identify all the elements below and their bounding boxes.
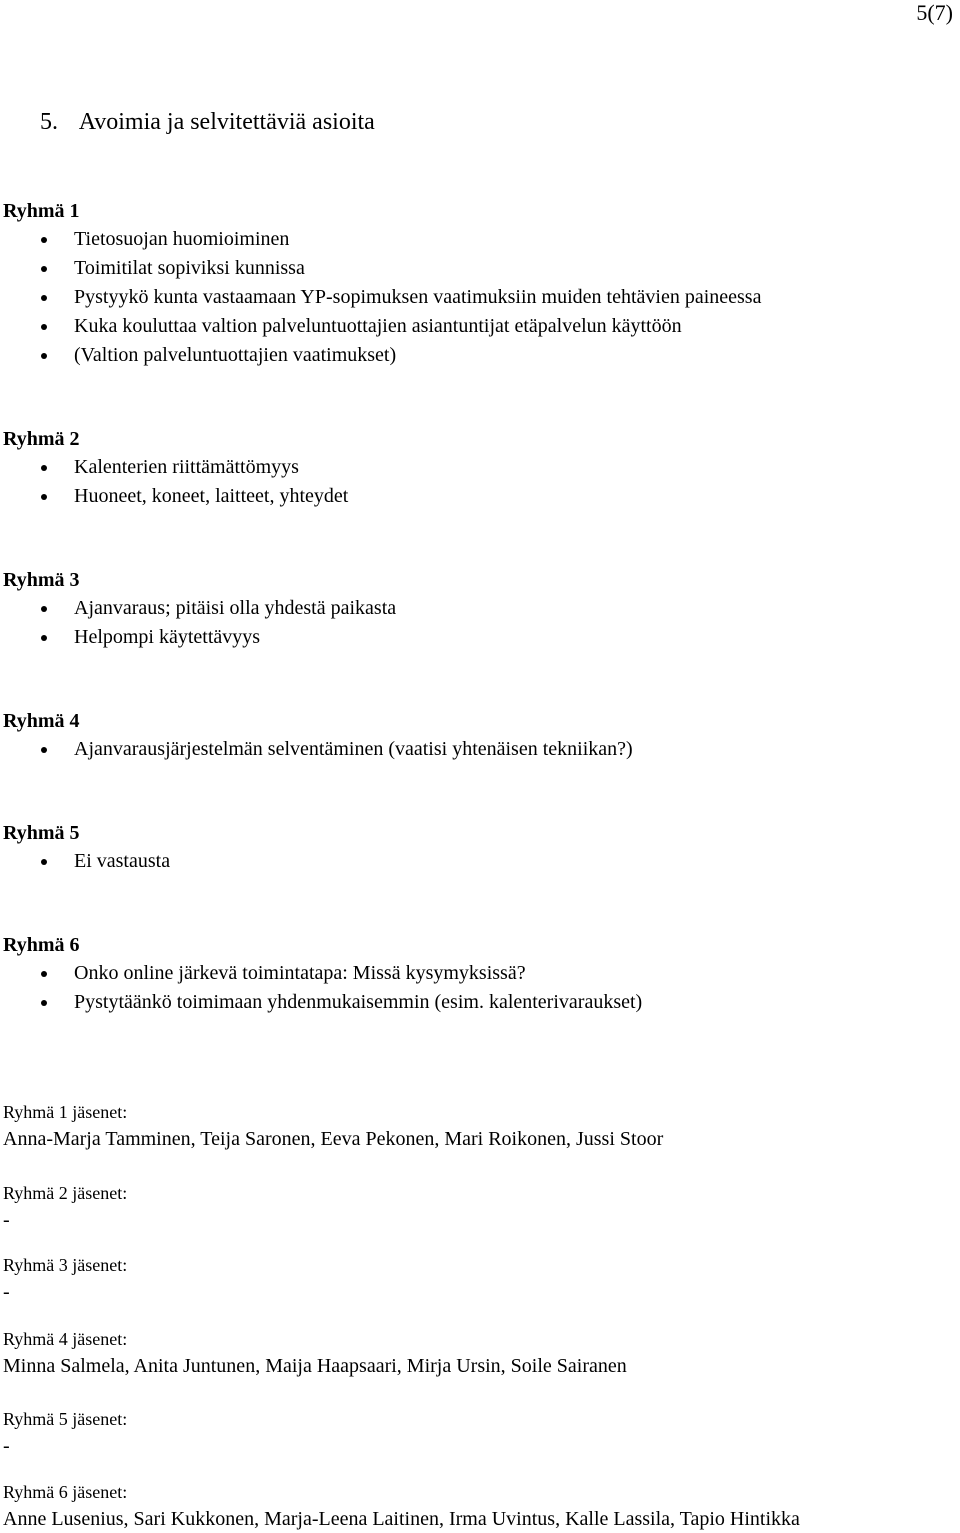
list-item-text: Huoneet, koneet, laitteet, yhteydet — [74, 485, 349, 507]
group-title: Ryhmä 5 — [3, 822, 80, 844]
bullet-icon — [41, 971, 47, 977]
group-list — [3, 594, 960, 652]
members-label: Ryhmä 3 jäsenet: — [3, 1255, 128, 1275]
group-3 — [3, 566, 960, 652]
list-item — [3, 735, 960, 764]
group-title: Ryhmä 2 — [3, 428, 80, 450]
members-group-6 — [3, 1479, 960, 1533]
group-5 — [3, 819, 960, 876]
list-item-text: Helpompi käytettävyys — [74, 626, 261, 648]
group-4 — [3, 707, 960, 764]
group-list — [3, 847, 960, 876]
bullet-icon — [41, 237, 47, 243]
members-names: - — [3, 1435, 10, 1457]
list-item — [3, 312, 960, 341]
group-title: Ryhmä 1 — [3, 200, 80, 222]
list-item-text: Ajanvarausjärjestelmän selventäminen (vaatisi yhtenäisen tekniikan?) — [74, 738, 633, 760]
members-label: Ryhmä 4 jäsenet: — [3, 1329, 128, 1349]
list-item — [3, 283, 960, 312]
list-item-text: Pystyykö kunta vastaamaan YP-sopimuksen vaatimuksiin muiden tehtävien paineessa — [74, 286, 762, 308]
group-6 — [3, 931, 960, 1017]
bullet-icon — [41, 635, 47, 641]
list-item-text: Kalenterien riittämättömyys — [74, 456, 299, 478]
members-group-4 — [3, 1326, 960, 1380]
group-1 — [3, 197, 960, 370]
group-list — [3, 735, 960, 764]
section-heading — [40, 107, 375, 137]
bullet-icon — [41, 465, 47, 471]
group-title: Ryhmä 6 — [3, 934, 80, 956]
members-label: Ryhmä 5 jäsenet: — [3, 1409, 128, 1429]
members-names: Minna Salmela, Anita Juntunen, Maija Haapsaari, Mirja Ursin, Soile Sairanen — [3, 1355, 627, 1377]
bullet-icon — [41, 324, 47, 330]
list-item-text: Ajanvaraus; pitäisi olla yhdestä paikasta — [74, 597, 397, 619]
list-item — [3, 341, 960, 370]
list-item-text: Ei vastausta — [74, 850, 171, 872]
list-item-text: Pystytäänkö toimimaan yhdenmukaisemmin (esim. kalenterivaraukset) — [74, 991, 643, 1013]
members-group-3 — [3, 1252, 960, 1306]
list-item-text: Toimitilat sopiviksi kunnissa — [74, 257, 305, 279]
list-item — [3, 959, 960, 988]
bullet-icon — [41, 747, 47, 753]
bullet-icon — [41, 606, 47, 612]
group-2 — [3, 425, 960, 511]
bullet-icon — [41, 295, 47, 301]
members-names: - — [3, 1281, 10, 1303]
list-item-text: Tietosuojan huomioiminen — [74, 228, 290, 250]
members-label: Ryhmä 1 jäsenet: — [3, 1102, 128, 1122]
members-label: Ryhmä 2 jäsenet: — [3, 1183, 128, 1203]
section-title: Avoimia ja selvitettäviä asioita — [78, 109, 375, 135]
list-item — [3, 594, 960, 623]
page-number: 5(7) — [916, 0, 953, 25]
list-item — [3, 988, 960, 1017]
bullet-icon — [41, 266, 47, 272]
members-names: Anna-Marja Tamminen, Teija Saronen, Eeva Pekonen, Mari Roikonen, Jussi Stoor — [3, 1128, 664, 1150]
list-item — [3, 254, 960, 283]
group-title: Ryhmä 4 — [3, 710, 80, 732]
members-group-1 — [3, 1099, 960, 1153]
members-names: - — [3, 1209, 10, 1231]
members-label: Ryhmä 6 jäsenet: — [3, 1482, 128, 1502]
bullet-icon — [41, 494, 47, 500]
list-item — [3, 847, 960, 876]
list-item-text: (Valtion palveluntuottajien vaatimukset) — [74, 344, 397, 366]
list-item — [3, 623, 960, 652]
members-names: Anne Lusenius, Sari Kukkonen, Marja-Leena Laitinen, Irma Uvintus, Kalle Lassila, Tapio Hintikka — [3, 1508, 800, 1530]
group-list — [3, 959, 960, 1017]
list-item — [3, 225, 960, 254]
list-item-text: Onko online järkevä toimintatapa: Missä kysymyksissä? — [74, 962, 526, 984]
group-list — [3, 453, 960, 511]
members-group-2 — [3, 1180, 960, 1234]
section-number: 5. — [40, 109, 58, 135]
bullet-icon — [41, 1000, 47, 1006]
group-title: Ryhmä 3 — [3, 569, 80, 591]
bullet-icon — [41, 859, 47, 865]
list-item — [3, 482, 960, 511]
list-item-text: Kuka kouluttaa valtion palveluntuottajien asiantuntijat etäpalvelun käyttöön — [74, 315, 682, 337]
bullet-icon — [41, 353, 47, 359]
group-list — [3, 225, 960, 370]
members-group-5 — [3, 1406, 960, 1460]
list-item — [3, 453, 960, 482]
